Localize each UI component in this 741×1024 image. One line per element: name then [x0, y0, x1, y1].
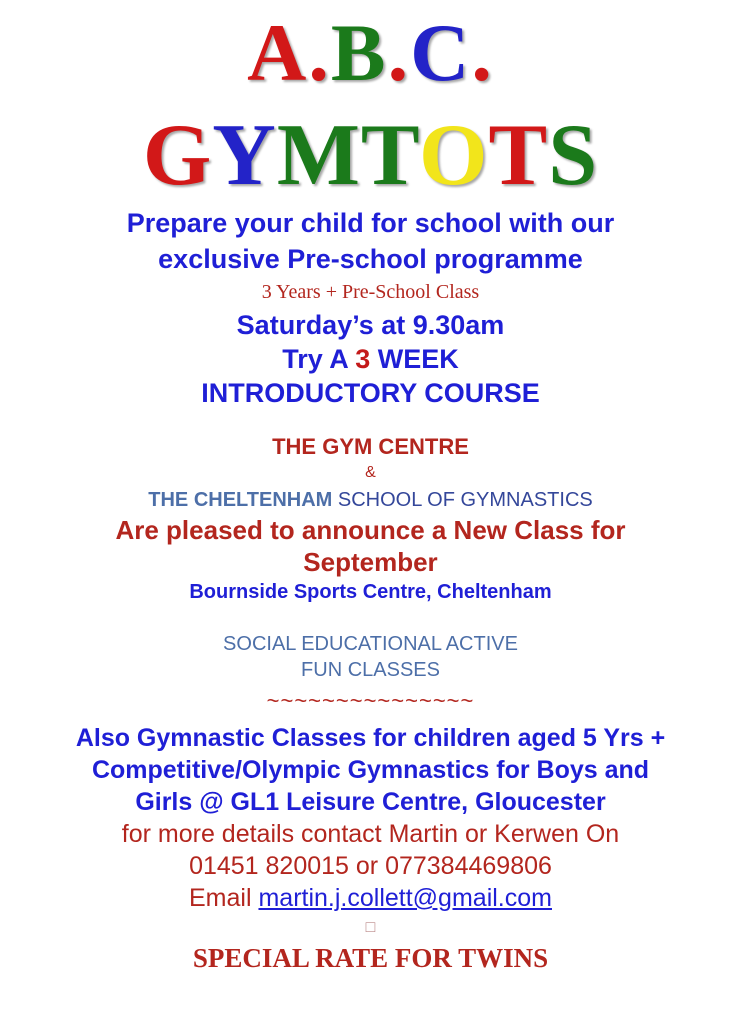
try-suffix: WEEK	[370, 344, 459, 374]
gymtots-letter: S	[548, 107, 599, 204]
phone-numbers: 01451 820015 or 077384469806	[189, 852, 552, 880]
intro-line-1: Prepare your child for school with our	[126, 208, 615, 238]
gymtots-letter: G	[142, 107, 213, 204]
abc-letter: A	[247, 7, 309, 98]
pleased-line-1: Are pleased to announce a New Class for	[115, 515, 626, 545]
email-line	[0, 882, 741, 914]
school-name: SCHOOL OF GYMNASTICS	[332, 489, 593, 511]
abc-letter: B	[330, 7, 388, 98]
email-link[interactable]: martin.j.collett@gmail.com	[258, 884, 552, 912]
ampersand: &	[365, 464, 376, 481]
twins-offer: SPECIAL RATE FOR TWINS	[192, 943, 549, 973]
age-class: 3 Years + Pre-School Class	[261, 281, 480, 303]
cheltenham-line	[0, 487, 741, 513]
also-line-1: Also Gymnastic Classes for children aged 5 Yrs +	[75, 724, 666, 752]
gymtots-letter: T	[360, 107, 420, 204]
missing-glyph-icon: □	[365, 919, 376, 936]
intro-course: INTRODUCTORY COURSE	[201, 378, 540, 408]
gymtots-letter: M	[276, 107, 361, 204]
cheltenham-name: THE CHELTENHAM	[148, 489, 333, 511]
also-line-3: Girls @ GL1 Leisure Centre, Gloucester	[135, 788, 606, 816]
try-prefix: Try A	[282, 344, 356, 374]
gymtots-letter: Y	[212, 107, 277, 204]
try-course-line	[0, 342, 741, 376]
also-line-2: Competitive/Olympic Gymnastics for Boys and	[91, 756, 650, 784]
gymtots-title	[0, 108, 741, 204]
social-line-2: FUN CLASSES	[301, 659, 440, 681]
abc-letter: .	[387, 7, 411, 98]
abc-letter: C	[410, 7, 472, 98]
divider: ~~~~~~~~~~~~~~~	[266, 688, 475, 713]
intro-line-2: exclusive Pre-school programme	[158, 244, 583, 274]
try-number: 3	[355, 344, 371, 374]
social-line-1: SOCIAL EDUCATIONAL ACTIVE	[223, 633, 518, 655]
abc-letter: .	[308, 7, 331, 98]
gymtots-letter: O	[419, 107, 489, 204]
abc-letter: .	[471, 7, 494, 98]
gymtots-letter: T	[488, 107, 549, 204]
contact-line: for more details contact Martin or Kerwen On	[121, 820, 620, 848]
abc-title	[0, 8, 741, 98]
email-label: Email	[189, 884, 259, 912]
pleased-line-2: September	[303, 547, 438, 577]
gym-centre: THE GYM CENTRE	[272, 434, 469, 459]
venue: Bournside Sports Centre, Cheltenham	[189, 581, 552, 603]
class-time: Saturday’s at 9.30am	[236, 310, 505, 340]
